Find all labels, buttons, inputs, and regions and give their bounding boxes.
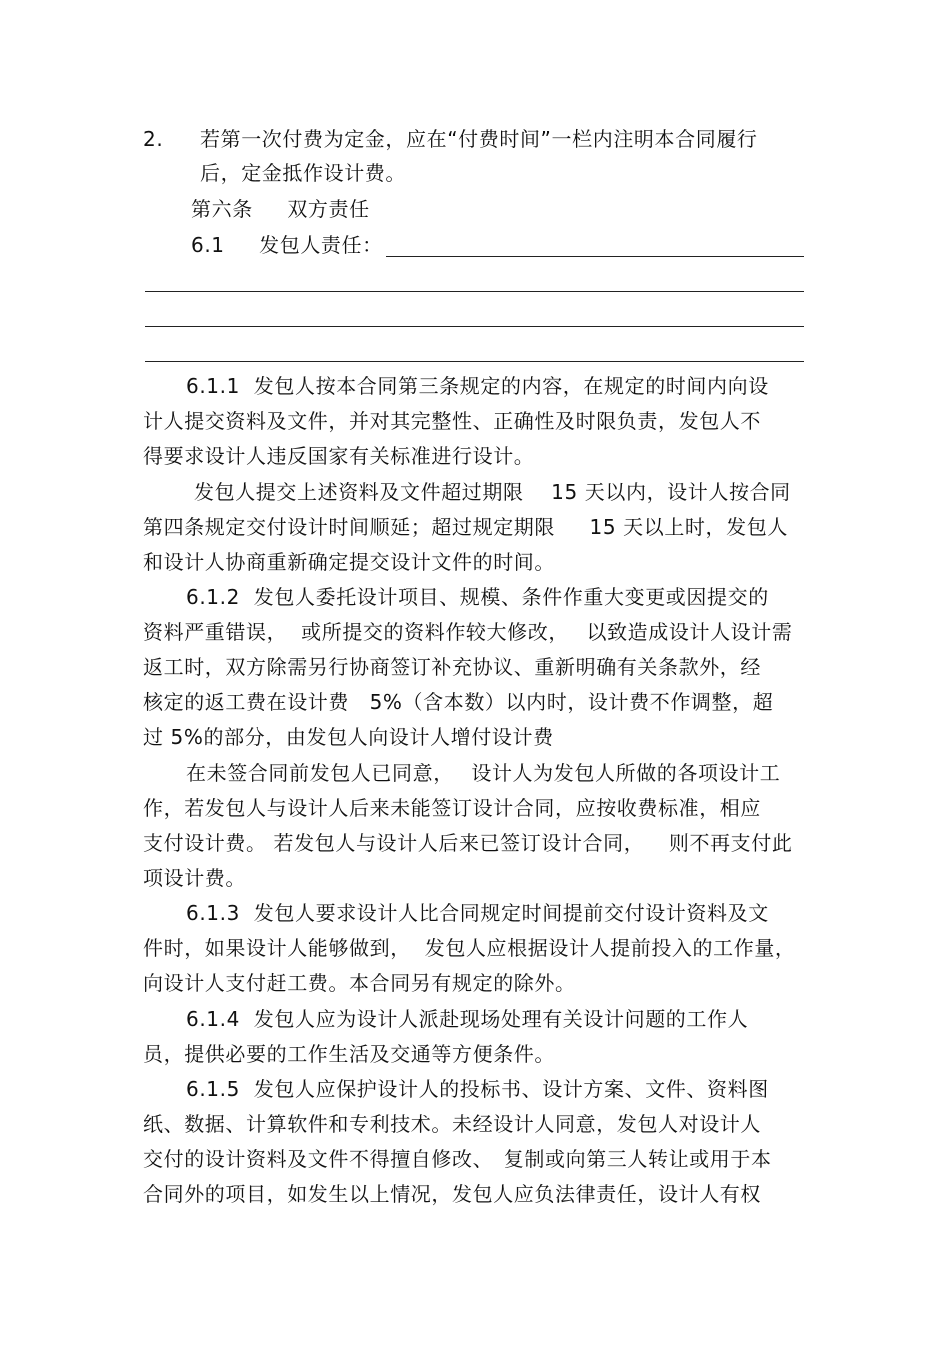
overdue-paragraph-line-2: 第四条规定交付设计时间顺延；超过规定期限 15 天以上时，发包人 (143, 515, 788, 539)
section-6-1-1-line-1: 6.1.1 发包人按本合同第三条规定的内容，在规定的时间内向设 (186, 374, 769, 398)
unsigned-paragraph-line-3: 支付设计费。 若发包人与设计人后来已签订设计合同， 则不再支付此 (143, 831, 793, 855)
section-6-1-1-line-2: 计人提交资料及文件，并对其完整性、正确性及时限负责，发包人不 (143, 409, 761, 433)
section-6-1-2-line-5: 过 5%的部分，由发包人向设计人增付设计费 (143, 725, 554, 749)
section-6-1-3-line-3: 向设计人支付赶工费。本合同另有规定的除外。 (143, 971, 576, 995)
blank-line-2 (145, 291, 804, 292)
section-6-1-1-line-3: 得要求设计人违反国家有关标准进行设计。 (143, 444, 535, 468)
section-6-1-3-line-2: 件时，如果设计人能够做到， 发包人应根据设计人提前投入的工作量， (143, 936, 796, 960)
section-6-1-heading: 6.1 发包人责任： (191, 233, 383, 257)
section-6-1-2-line-1: 6.1.2 发包人委托设计项目、规模、条件作重大变更或因提交的 (186, 585, 769, 609)
section-6-1-5-line-1: 6.1.5 发包人应保护设计人的投标书、设计方案、文件、资料图 (186, 1077, 769, 1101)
section-6-1-2-line-4: 核定的返工费在设计费 5%（含本数）以内时，设计费不作调整，超 (143, 690, 774, 714)
section-6-1-2-line-3: 返工时，双方除需另行协商签订补充协议、重新明确有关条款外，经 (143, 655, 761, 679)
overdue-paragraph-line-1: 发包人提交上述资料及文件超过期限 15 天以内，设计人按合同 (194, 480, 791, 504)
unsigned-paragraph-line-1: 在未签合同前发包人已同意， 设计人为发包人所做的各项设计工 (186, 761, 781, 785)
section-6-1-5-line-4: 合同外的项目，如发生以上情况，发包人应负法律责任，设计人有权 (143, 1182, 761, 1206)
blank-line-1 (386, 256, 804, 257)
item-2-text-line-1: 若第一次付费为定金，应在“付费时间”一栏内注明本合同履行 (200, 127, 758, 151)
blank-line-3 (145, 326, 804, 327)
item-2-number: 2. (143, 127, 164, 151)
section-6-1-2-line-2: 资料严重错误， 或所提交的资料作较大修改， 以致造成设计人设计需 (143, 620, 793, 644)
section-6-1-3-line-1: 6.1.3 发包人要求设计人比合同规定时间提前交付设计资料及文 (186, 901, 769, 925)
section-6-1-4-line-2: 员，提供必要的工作生活及交通等方便条件。 (143, 1042, 555, 1066)
blank-line-4 (145, 361, 804, 362)
overdue-paragraph-line-3: 和设计人协商重新确定提交设计文件的时间。 (143, 550, 555, 574)
section-6-1-4-line-1: 6.1.4 发包人应为设计人派赴现场处理有关设计问题的工作人 (186, 1007, 749, 1031)
unsigned-paragraph-line-2: 作，若发包人与设计人后来未能签订设计合同，应按收费标准，相应 (143, 796, 761, 820)
section-6-1-5-line-3: 交付的设计资料及文件不得擅自修改、 复制或向第三人转让或用于本 (143, 1147, 772, 1171)
item-2-text-line-2: 后，定金抵作设计费。 (200, 161, 406, 185)
unsigned-paragraph-line-4: 项设计费。 (143, 866, 246, 890)
article-6-heading: 第六条 双方责任 (191, 197, 370, 221)
section-6-1-5-line-2: 纸、数据、计算软件和专利技术。未经设计人同意，发包人对设计人 (143, 1112, 761, 1136)
